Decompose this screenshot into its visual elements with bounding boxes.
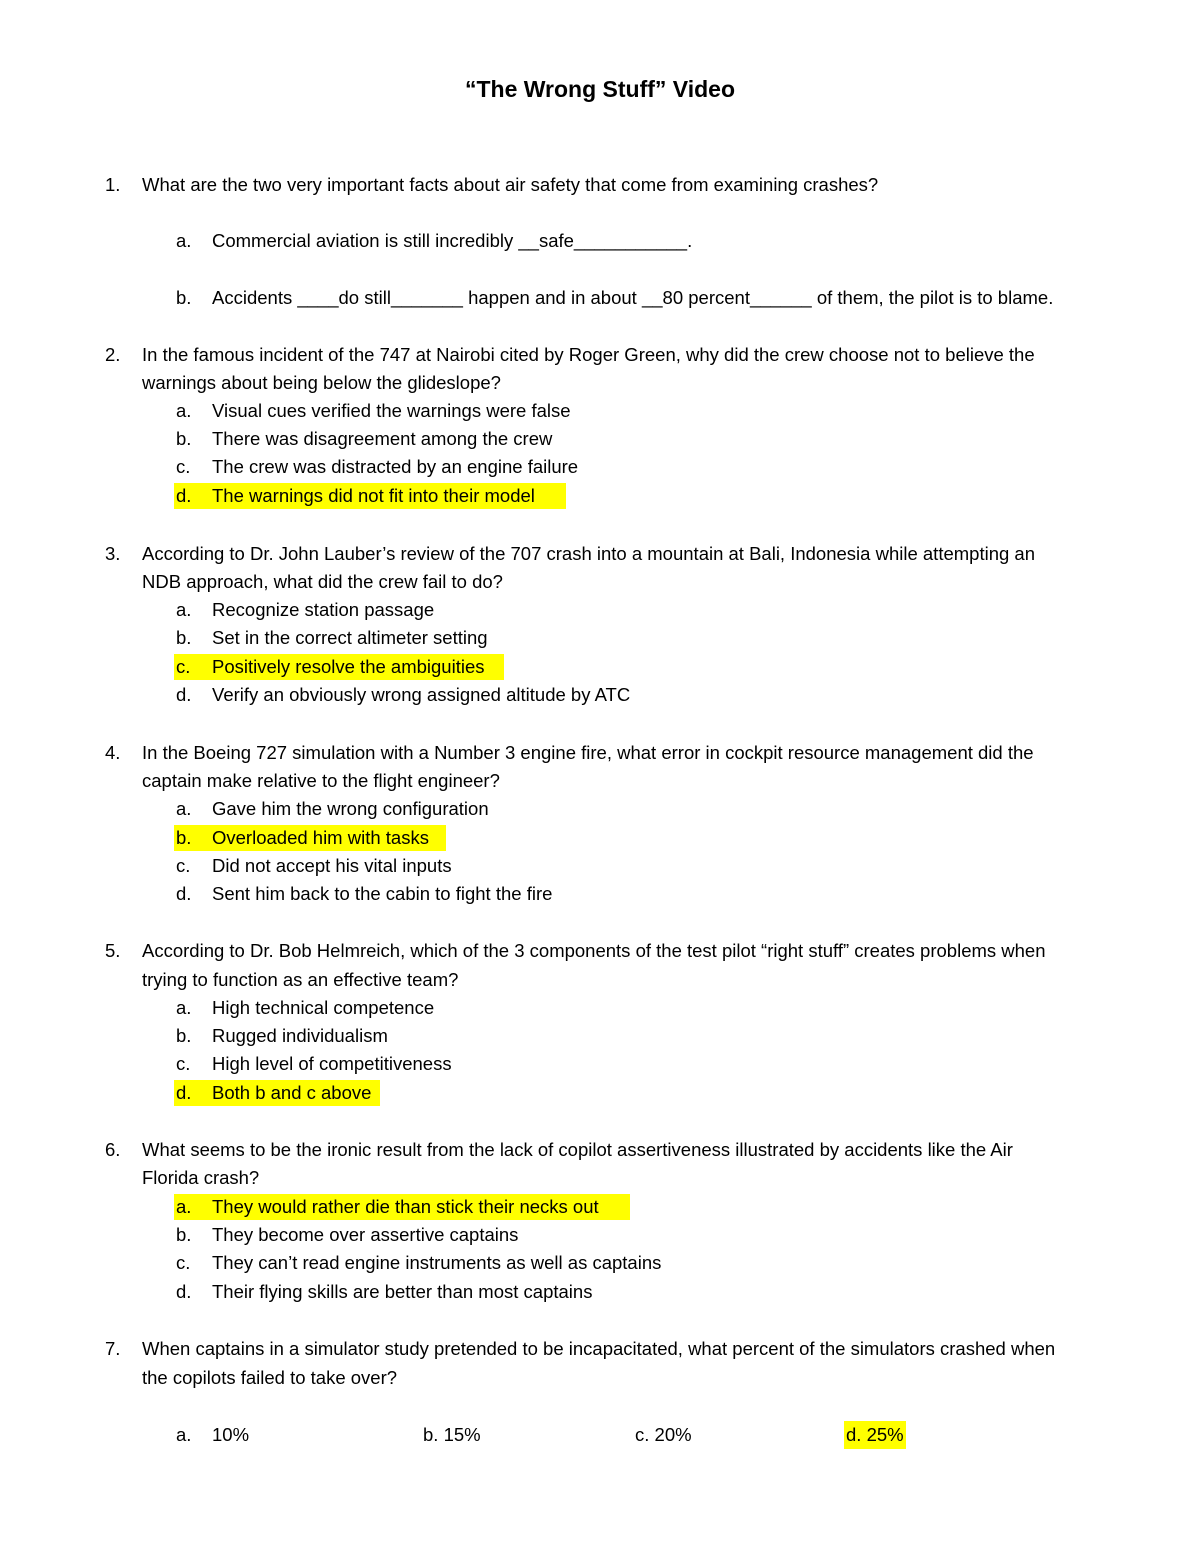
option-text: Positively resolve the ambiguities (212, 656, 485, 677)
question-text: NDB approach, what did the crew fail to do? (142, 571, 503, 592)
option-text: Sent him back to the cabin to fight the fire (212, 883, 553, 904)
option-letter: b. (176, 627, 192, 648)
option-letter: c. (176, 855, 191, 876)
option-letter: b. (176, 1025, 192, 1046)
option-letter: a. (176, 599, 192, 620)
option-letter: a. (176, 798, 192, 819)
option-text: The warnings did not fit into their model (212, 485, 535, 506)
question-text: In the famous incident of the 747 at Nairobi cited by Roger Green, why did the crew choose not to believe the (142, 344, 1035, 365)
option-letter: d. (176, 684, 192, 705)
option-letter: b. (176, 287, 192, 308)
option-text: Commercial aviation is still incredibly __safe___________. (212, 230, 693, 251)
question-text: When captains in a simulator study pretended to be incapacitated, what percent of the simulators crashed when (142, 1338, 1056, 1359)
option-text: They can’t read engine instruments as well as captains (212, 1252, 662, 1273)
option-letter: b. (176, 1224, 192, 1245)
question-number: 1. (105, 174, 121, 195)
option-text: Gave him the wrong configuration (212, 798, 489, 819)
option-letter: d. (176, 485, 192, 506)
option-text: High level of competitiveness (212, 1053, 452, 1074)
option-text: Overloaded him with tasks (212, 827, 429, 848)
option-text: Set in the correct altimeter setting (212, 627, 488, 648)
option-letter: a. (176, 1424, 192, 1445)
option-text: High technical competence (212, 997, 435, 1018)
question-number: 4. (105, 742, 121, 763)
question-text: In the Boeing 727 simulation with a Number 3 engine fire, what error in cockpit resource management did the (142, 742, 1034, 763)
option-letter: b. (176, 827, 192, 848)
question-text: trying to function as an effective team? (142, 969, 459, 990)
option-text: There was disagreement among the crew (212, 428, 553, 449)
question-number: 5. (105, 940, 121, 961)
option-text: Their flying skills are better than most captains (212, 1281, 593, 1302)
question-number: 7. (105, 1338, 121, 1359)
option-letter: c. (176, 656, 191, 677)
option-letter: c. (176, 1252, 191, 1273)
option-7b (423, 1421, 481, 1449)
question-number: 2. (105, 344, 121, 365)
question-text: What seems to be the ironic result from the lack of copilot assertiveness illustrated by accidents like the Air (142, 1139, 1013, 1160)
option-text: 20% (654, 1424, 692, 1445)
question-text: What are the two very important facts about air safety that come from examining crashes? (142, 174, 879, 195)
option-7d-correct (844, 1421, 906, 1449)
option-letter: a. (176, 230, 192, 251)
option-letter: b. (176, 428, 192, 449)
option-text: The crew was distracted by an engine failure (212, 456, 579, 477)
option-text: Did not accept his vital inputs (212, 855, 452, 876)
option-text: Verify an obviously wrong assigned altitude by ATC (212, 684, 631, 705)
option-letter: a. (176, 1196, 192, 1217)
option-text: Rugged individualism (212, 1025, 388, 1046)
option-letter: d. (176, 1281, 192, 1302)
option-text: Both b and c above (212, 1082, 372, 1103)
option-letter: c. (635, 1424, 650, 1445)
question-text: warnings about being below the glideslope? (142, 372, 501, 393)
option-7c (635, 1421, 692, 1449)
document-title: “The Wrong Stuff” Video (464, 76, 736, 102)
option-text: 15% (443, 1424, 481, 1445)
option-letter: a. (176, 400, 192, 421)
option-text: Accidents ____do still_______ happen and in about __80 percent______ of them, the pilot is to blame. (212, 287, 1054, 308)
option-text: They become over assertive captains (212, 1224, 519, 1245)
option-text: 25% (866, 1424, 904, 1445)
question-text: the copilots failed to take over? (142, 1367, 398, 1388)
option-text: Visual cues verified the warnings were false (212, 400, 571, 421)
question-text: captain make relative to the flight engineer? (142, 770, 500, 791)
option-letter: d. (176, 1082, 192, 1103)
question-text: Florida crash? (142, 1167, 260, 1188)
option-letter: c. (176, 1053, 191, 1074)
option-text: 10% (212, 1424, 250, 1445)
question-text: According to Dr. Bob Helmreich, which of the 3 components of the test pilot “right stuff” creates problems when (142, 940, 1046, 961)
option-text: They would rather die than stick their necks out (212, 1196, 599, 1217)
option-text: Recognize station passage (212, 599, 435, 620)
option-letter: b. (423, 1424, 439, 1445)
option-letter: c. (176, 456, 191, 477)
question-number: 6. (105, 1139, 121, 1160)
question-number: 3. (105, 543, 121, 564)
option-letter: d. (846, 1424, 862, 1445)
question-text: According to Dr. John Lauber’s review of the 707 crash into a mountain at Bali, Indonesia while attempting an (142, 543, 1035, 564)
option-letter: d. (176, 883, 192, 904)
option-letter: a. (176, 997, 192, 1018)
